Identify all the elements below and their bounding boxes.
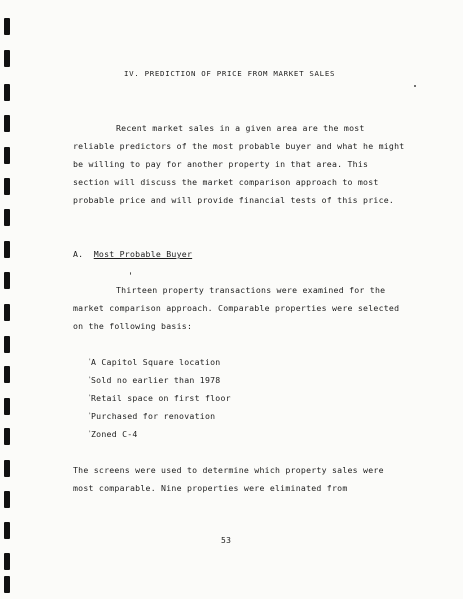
- body-line: most comparable. Nine properties were eliminated from: [73, 483, 348, 493]
- bullet-mark: ': [88, 430, 92, 437]
- binder-hole: [4, 209, 10, 226]
- criteria-text: A Capitol Square location: [91, 357, 221, 367]
- criteria-item: [88, 357, 220, 367]
- binder-hole: [4, 147, 10, 164]
- section-heading: IV. PREDICTION OF PRICE FROM MARKET SALES: [124, 69, 336, 78]
- ink-speck: [414, 85, 416, 87]
- intro-line: probable price and will provide financial tests of this price.: [73, 195, 395, 205]
- intro-line: section will discuss the market comparison approach to most: [73, 177, 379, 187]
- binder-hole: [4, 115, 10, 132]
- binder-hole: [4, 241, 10, 258]
- binder-hole: [4, 460, 10, 477]
- binder-hole: [4, 491, 10, 508]
- subsection-heading: [73, 249, 192, 259]
- binder-hole: [4, 272, 10, 289]
- binder-hole: [4, 336, 10, 353]
- binder-hole: [4, 304, 10, 321]
- bullet-mark: ': [88, 394, 92, 401]
- body-line: market comparison approach. Comparable properties were selected: [73, 303, 400, 313]
- binder-hole: [4, 18, 10, 35]
- criteria-item: [88, 393, 231, 403]
- body-line: on the following basis:: [73, 321, 193, 331]
- criteria-text: Purchased for renovation: [91, 411, 216, 421]
- criteria-text: Sold no earlier than 1978: [91, 375, 221, 385]
- binder-holes: [4, 0, 12, 599]
- body-line: The screens were used to determine which property sales were: [73, 465, 384, 475]
- criteria-item: [88, 375, 220, 385]
- subsection-title: Most Probable Buyer: [93, 249, 193, 259]
- intro-line: Recent market sales in a given area are the most: [116, 123, 365, 133]
- binder-hole: [4, 366, 10, 383]
- intro-line: be willing to pay for another property in that area. This: [73, 159, 369, 169]
- page-number: 53: [221, 536, 232, 545]
- intro-line: reliable predictors of the most probable buyer and what he might: [73, 141, 405, 151]
- binder-hole: [4, 428, 10, 445]
- body-line: Thirteen property transactions were examined for the: [116, 285, 386, 295]
- criteria-text: Retail space on first floor: [91, 393, 231, 403]
- bullet-mark: ': [88, 358, 92, 365]
- binder-hole: [4, 398, 10, 415]
- binder-hole: [4, 84, 10, 101]
- criteria-text: Zoned C-4: [91, 429, 138, 439]
- binder-hole: [4, 178, 10, 195]
- binder-hole: [4, 576, 10, 593]
- bullet-mark: ': [88, 376, 92, 383]
- binder-hole: [4, 553, 10, 570]
- bullet-mark: ': [88, 412, 92, 419]
- ink-speck: [130, 272, 131, 275]
- subsection-label: A.: [73, 249, 84, 259]
- binder-hole: [4, 522, 10, 539]
- criteria-item: [88, 411, 215, 421]
- criteria-item: [88, 429, 138, 439]
- binder-hole: [4, 50, 10, 67]
